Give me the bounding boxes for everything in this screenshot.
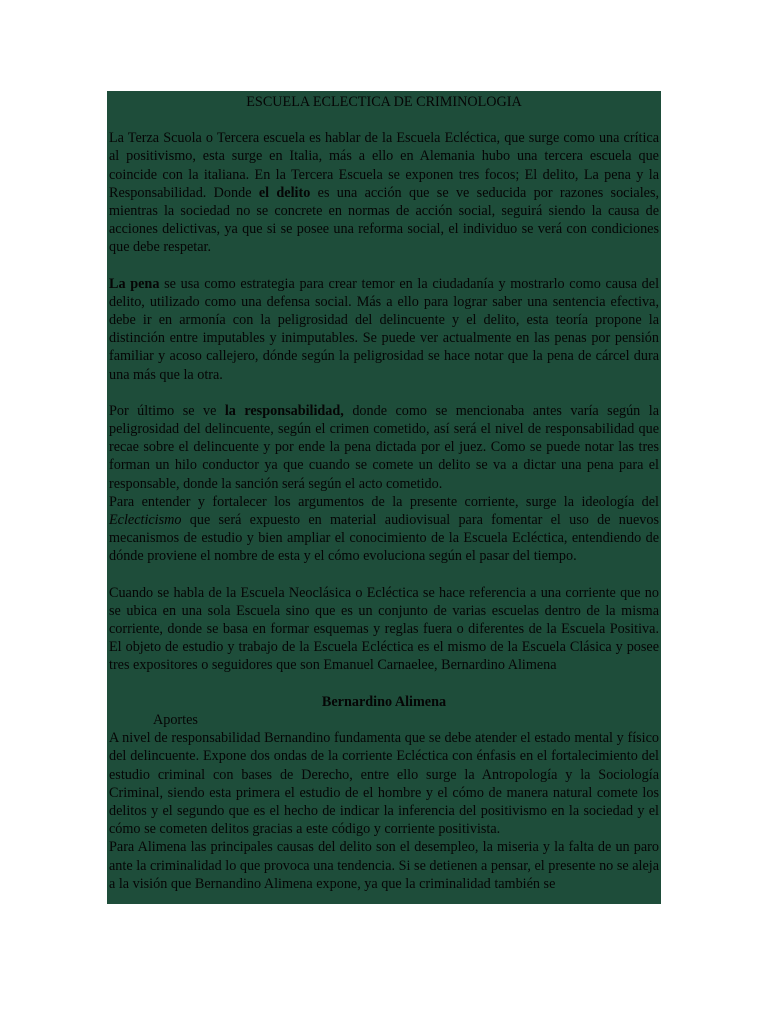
aportes-label: Aportes: [153, 711, 198, 728]
paragraph-2: [109, 275, 659, 384]
document-body: [109, 93, 659, 893]
document-title: ESCUELA ECLECTICA DE CRIMINOLOGIA: [246, 94, 522, 110]
paragraph-4-text: que será expuesto en material audiovisual para fomentar el uso de nuevos mecanismos de estudio y bien ampliar el conocimiento de la Escuela Ecléctica, entendiendo de dónde proviene el nombre de esta y el cómo evoluciona según el pasar del tiempo.: [109, 512, 660, 565]
paragraph-6: A nivel de responsabilidad Bernandino fundamenta que se debe atender el estado mental y físico del delincuente. Expone dos ondas de la corriente Ecléctica con énfasis en el fortalecimiento del estudio criminal con bases de Derecho, entre ello surge la Antropología y la Sociología Criminal, siendo esta primera el estudio de el hombre y el cómo de manera natural comete los delitos y el segundo que es el hecho de indicar la inferencia del positivismo en la sociedad y el cómo se cometen delitos gracias a este código y corriente positivista.: [109, 730, 659, 838]
paragraph-gap: [109, 675, 659, 693]
paragraph-4-text-start: Para entender y fortalecer los argumentos de la presente corriente, surge la ideología del: [109, 493, 659, 510]
paragraph-4-italic-term: Eclecticismo: [109, 512, 182, 529]
paragraph-1-bold-term: el delito: [258, 184, 311, 201]
paragraph-5: Cuando se habla de la Escuela Neoclásica o Ecléctica se hace referencia a una corriente que no se ubica en una sola Escuela sino que es un conjunto de varias escuelas dentro de la misma corriente, donde se basa en formar esquemas y reglas fuera o diferentes de la Escuela Positiva. El objeto de estudio y trabajo de la Escuela Ecléctica es el mismo de la Escuela Clásica y posee tres expositores o seguidores que son Emanuel Carnaelee, Bernardino Alimena: [109, 584, 659, 674]
section-heading: Bernardino Alimena: [321, 693, 447, 710]
paragraph-3: [109, 402, 659, 493]
paragraph-7: Para Alimena las principales causas del delito son el desempleo, la miseria y la falta de un paro ante la criminalidad lo que provoca una tendencia. Si se detienen a pensar, el presente no se aleja a la visión que Bernandino Alimena expone, ya que la criminalidad también se: [109, 839, 659, 892]
paragraph-3-text: donde como se mencionaba antes varía según la peligrosidad del delincuente, según el crimen cometido, así será el nivel de responsabilidad que recae sobre el delincuente y por ende la pena dictada por el juez. Como se puede notar las tres forman un hilo conductor ya que cuando se comete un delito se va a dictar una pena para el responsable, donde la sanción será según el acto cometido.: [109, 402, 659, 492]
paragraph-1: [109, 129, 659, 256]
paragraph-2-text: se usa como estrategia para crear temor en la ciudadanía y mostrarlo como causa del delito, utilizado como una defensa social. Más a ello para lograr saber una sentencia efectiva, debe ir en armonía con la peligrosidad del delincuente y el delito, esta teoría propone la distinción entre imputables y inimputables. Se puede ver actualmente en las penas por pensión familiar y acoso callejero, dónde según la peligrosidad se hace notar que la pena de cárcel dura una más que la otra.: [109, 275, 660, 383]
paragraph-1-text-end: es una acción que se ve seducida por razones sociales, mientras la sociedad no se concrete en normas de acción social, seguirá siendo la causa de acciones delictivas, ya que si se posee una reforma social, el individuo se verá con condiciones que debe respetar.: [109, 184, 660, 256]
document-page: [107, 91, 661, 904]
paragraph-4: [109, 493, 659, 566]
paragraph-3-text-start: Por último se ve: [109, 402, 217, 419]
paragraph-3-bold-term: la responsabilidad,: [224, 402, 344, 419]
paragraph-gap: [109, 566, 659, 584]
paragraph-2-bold-term: La pena: [109, 275, 160, 292]
paragraph-1-text: La Terza Scuola o Tercera escuela es hablar de la Escuela Ecléctica, que surge como una crítica al positivismo, esta surge en Italia, más a ello en Alemania hubo una tercera escuela que coincide con la italiana. En la Tercera Escuela se exponen tres focos; El delito, La pena y la Responsabilidad. Donde: [109, 130, 659, 201]
paragraph-gap: [109, 384, 659, 402]
paragraph-gap: [109, 257, 659, 275]
